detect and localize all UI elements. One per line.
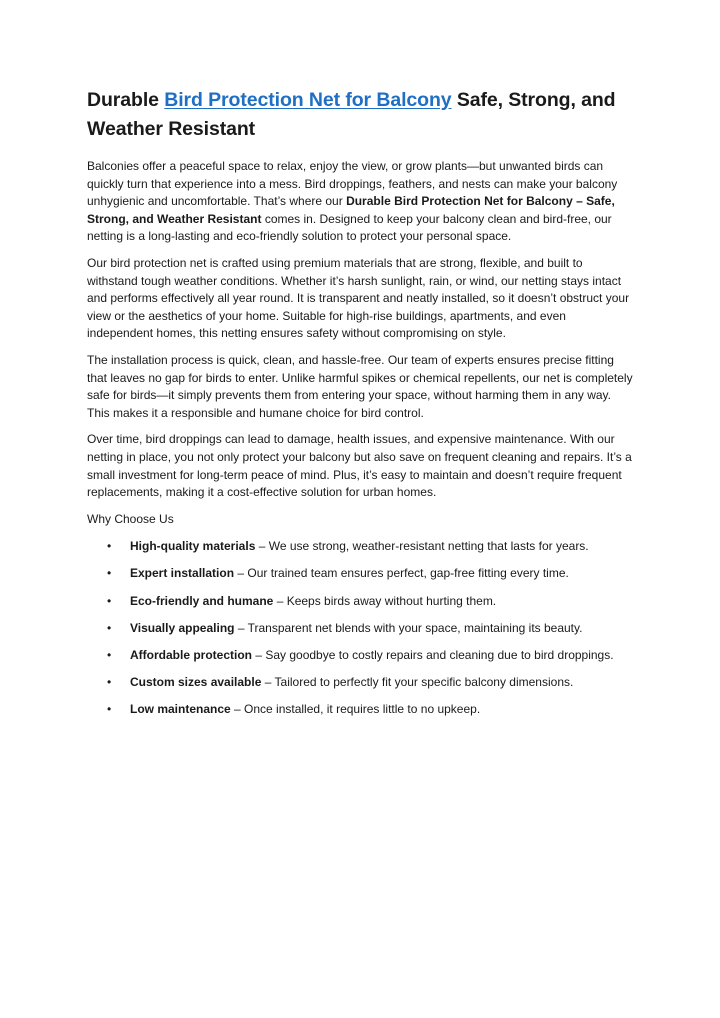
list-item (87, 538, 635, 556)
list-item (87, 647, 635, 665)
benefit-label: Custom sizes available (130, 675, 262, 690)
benefit-label: Low maintenance (130, 702, 231, 717)
benefits-paragraph: Over time, bird droppings can lead to damage, health issues, and expensive maintenance. With our netting in place, you not only protect your balcony but also save on frequent cleaning and repairs. It’s a small investment for long-term peace of mind. Plus, it’s easy to maintain and doesn’t require frequent replacements, making it a cost-effective solution for urban homes. (87, 432, 632, 500)
why-choose-us-heading: Why Choose Us (87, 511, 174, 526)
benefit-text: – Once installed, it requires little to no upkeep. (230, 702, 481, 717)
title-suffix: Safe, Strong, and Weather Resistant (87, 89, 616, 140)
bullet-icon: • (107, 675, 112, 690)
bullet-icon: • (107, 702, 112, 717)
list-item (87, 701, 635, 719)
benefit-text: – Transparent net blends with your space, maintaining its beauty. (234, 620, 583, 635)
list-item (87, 674, 635, 692)
bullet-icon: • (107, 648, 112, 663)
benefit-text: – Say goodbye to costly repairs and cleaning due to bird droppings. (252, 648, 614, 663)
intro-text-start: Balconies offer a peaceful space to relax, enjoy the view, or grow plants—but unwanted birds can quickly turn that experience into a mess. Bird droppings, feathers, and nests can make your balcony unhygienic and uncomfortable. That’s where our (87, 159, 618, 209)
benefit-text: – We use strong, weather-resistant netting that lasts for years. (255, 539, 589, 554)
benefits-list (87, 538, 635, 719)
title-link[interactable]: Bird Protection Net for Balcony (164, 89, 452, 111)
benefit-text: – Our trained team ensures perfect, gap-free fitting every time. (234, 566, 569, 581)
benefit-text: – Tailored to perfectly fit your specific balcony dimensions. (261, 675, 574, 690)
document-page (87, 86, 635, 729)
installation-paragraph: The installation process is quick, clean, and hassle-free. Our team of experts ensures precise fitting that leaves no gap for birds to enter. Unlike harmful spikes or chemical repellents, our net is completely safe for birds—it simply prevents them from entering your space, without harming them in any way. This makes it a responsible and humane choice for bird control. (87, 352, 633, 420)
intro-bold-product-name: Durable Bird Protection Net for Balcony – Safe, Strong, and Weather Resistant (87, 194, 615, 226)
intro-paragraph (87, 158, 635, 246)
page-title (87, 86, 635, 144)
list-item (87, 593, 635, 611)
benefit-label: Eco-friendly and humane (130, 593, 274, 608)
bullet-icon: • (107, 566, 112, 581)
benefit-label: Affordable protection (130, 648, 252, 663)
title-prefix: Durable (87, 89, 165, 111)
bullet-icon: • (107, 539, 112, 554)
intro-text-end: comes in. Designed to keep your balcony clean and bird-free, our netting is a long-lasting and eco-friendly solution to protect your personal space. (87, 211, 612, 244)
benefit-label: High-quality materials (130, 539, 256, 554)
benefit-label: Visually appealing (130, 620, 235, 635)
benefit-text: – Keeps birds away without hurting them. (273, 593, 497, 608)
bullet-icon: • (107, 620, 112, 635)
bullet-icon: • (107, 593, 112, 608)
materials-paragraph: Our bird protection net is crafted using premium materials that are strong, flexible, and built to withstand tough weather conditions. Whether it’s harsh sunlight, rain, or wind, our netting stays intact and performs effectively all year round. It is transparent and neatly installed, so it doesn’t obstruct your view or the aesthetics of your home. Suitable for high-rise buildings, apartments, and even independent homes, this netting ensures safety without compromising on style. (87, 255, 630, 341)
list-item (87, 620, 635, 638)
list-item (87, 565, 635, 583)
benefit-label: Expert installation (130, 566, 235, 581)
